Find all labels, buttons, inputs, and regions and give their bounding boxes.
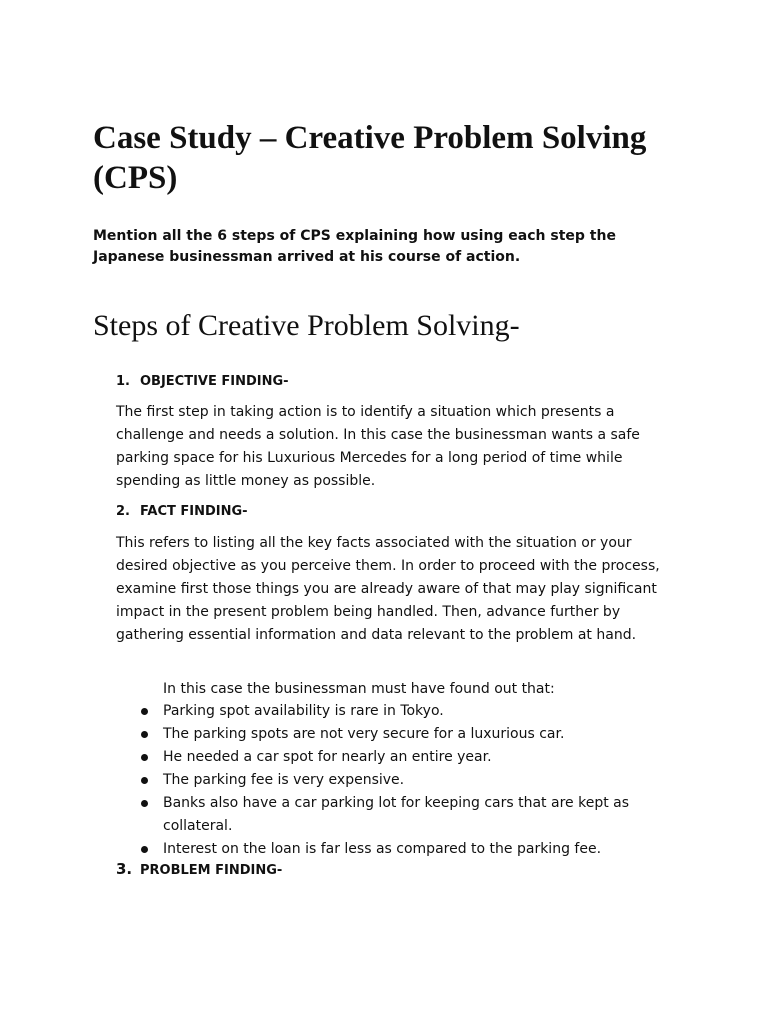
list-item-text: Interest on the loan is far less as compared to the parking fee. <box>163 841 602 857</box>
list-item <box>138 792 658 838</box>
step-3-title: PROBLEM FINDING- <box>140 863 283 878</box>
fact-bullet-list <box>138 700 658 861</box>
instruction-text: Mention all the 6 steps of CPS explaining how using each step the Japanese businessman arrived at his course of action. <box>93 228 616 265</box>
list-item-text: The parking fee is very expensive. <box>163 772 405 788</box>
bullet-icon <box>141 800 148 807</box>
list-item-text: Parking spot availability is rare in Tokyo. <box>163 703 444 719</box>
bullet-icon <box>141 731 148 738</box>
step-1-number: 1. <box>116 374 130 389</box>
step-2-paragraph: This refers to listing all the key facts associated with the situation or your desired objective as you perceive them. In order to proceed with the process, examine first those things you are already aware of that may play significant impact in the present problem being handled. Then, advance further by gathering essential information and data relevant to the problem at hand. <box>116 535 660 643</box>
section-heading: Steps of Creative Problem Solving- <box>93 309 520 342</box>
list-item <box>138 700 658 723</box>
list-item <box>138 769 658 792</box>
step-1-title: OBJECTIVE FINDING- <box>140 374 289 389</box>
list-item <box>138 838 658 861</box>
step-1-heading <box>116 372 289 392</box>
bullet-icon <box>141 708 148 715</box>
list-item <box>138 746 658 769</box>
step-2-heading <box>116 502 248 522</box>
document-title: Case Study – Creative Problem Solving (CPS) <box>93 120 647 196</box>
step-2-number: 2. <box>116 504 130 519</box>
bullet-icon <box>141 754 148 761</box>
step-3-heading <box>116 859 282 881</box>
list-item-text: The parking spots are not very secure for a luxurious car. <box>163 726 565 742</box>
list-item-text: Banks also have a car parking lot for keeping cars that are kept as collateral. <box>163 795 630 834</box>
list-item-text: He needed a car spot for nearly an entire year. <box>163 749 492 765</box>
bullet-icon <box>141 846 148 853</box>
list-item <box>138 723 658 746</box>
bullet-icon <box>141 777 148 784</box>
step-3-number: 3. <box>116 860 133 878</box>
step-1-paragraph: The first step in taking action is to identify a situation which presents a challenge and needs a solution. In this case the businessman wants a safe parking space for his Luxurious Mercedes for a long period of time while spending as little money as possible. <box>116 404 640 489</box>
step-2-title: FACT FINDING- <box>140 504 248 519</box>
fact-list-intro: In this case the businessman must have found out that: <box>163 681 555 697</box>
